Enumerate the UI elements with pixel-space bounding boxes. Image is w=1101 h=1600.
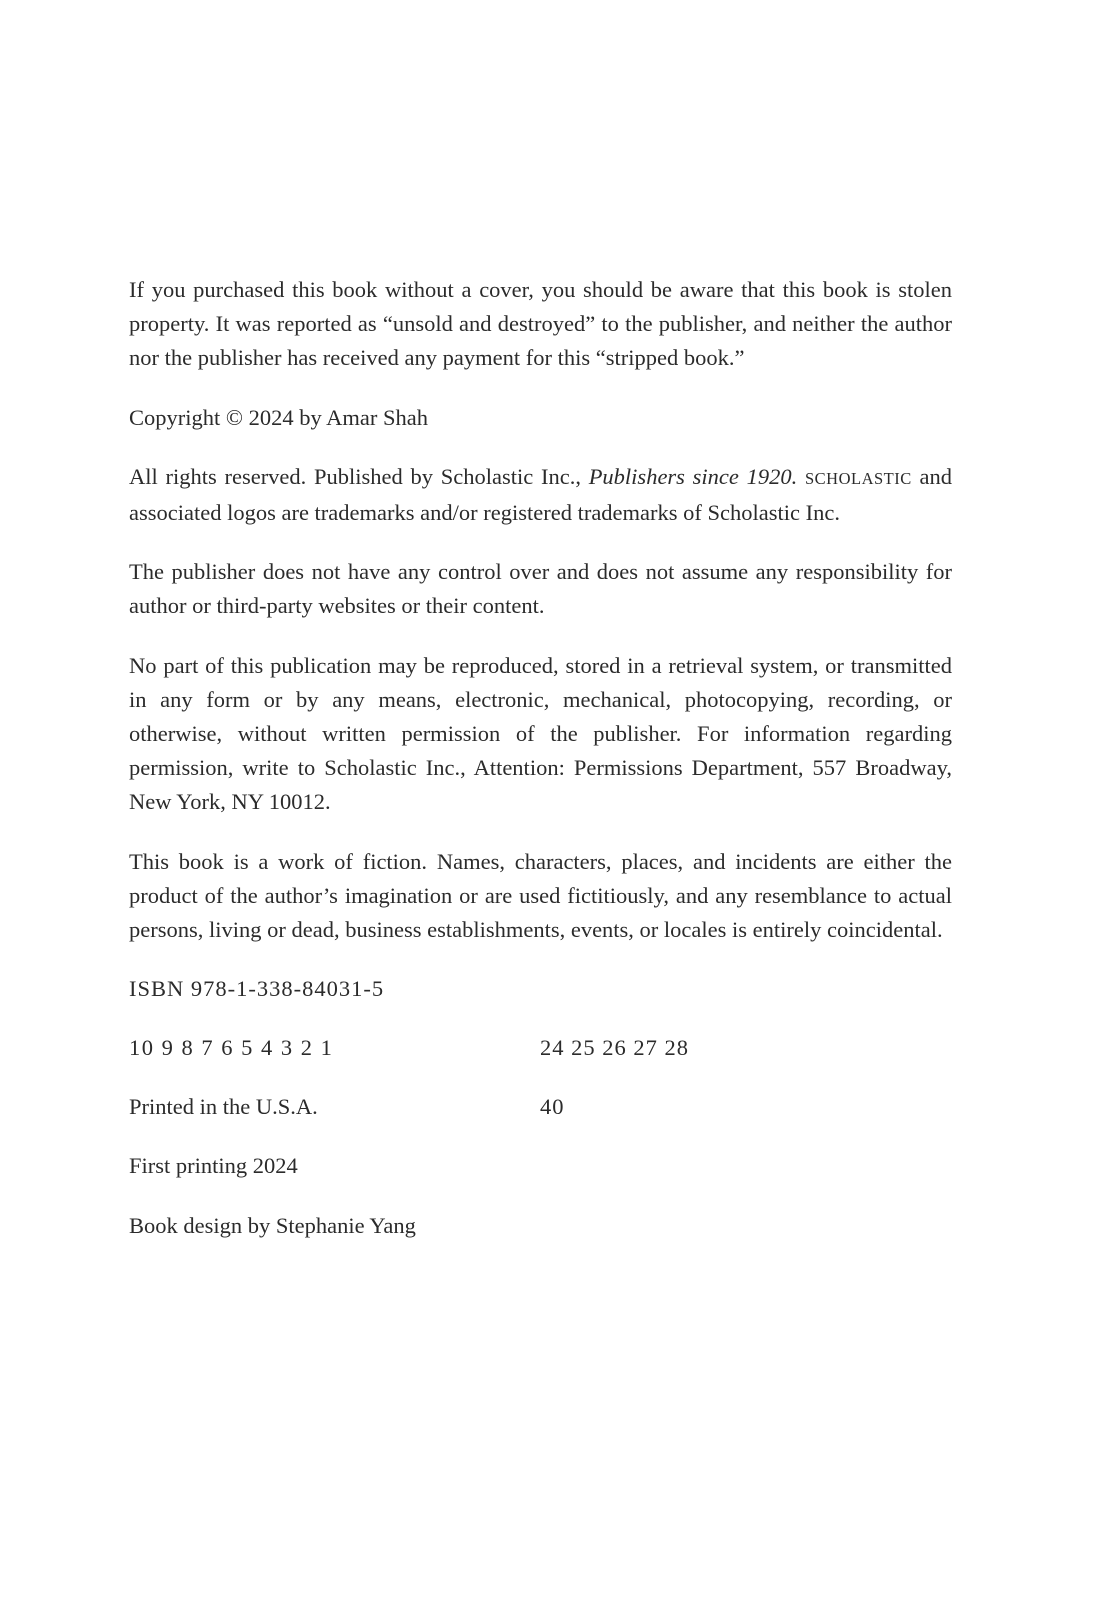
rights-reserved-paragraph [129, 460, 952, 530]
publisher-control-notice: The publisher does not have any control over and does not assume any responsibility for author or third-party websites or their content. [129, 559, 952, 619]
printed-in-text: Printed in the U.S.A. [129, 1094, 318, 1120]
stripped-book-notice: If you purchased this book without a cover, you should be aware that this book is stolen property. It was reported as “unsold and destroyed” to the publisher, and neither the author nor the publisher has received any payment for this “stripped book.” [129, 277, 952, 371]
scholastic-wordmark-text: SCHOLASTIC [805, 468, 912, 488]
trademarks-text: and associated logos are trademarks and/or registered trademarks of Scholastic Inc. [129, 463, 952, 526]
copyright-line: Copyright © 2024 by Amar Shah [129, 404, 428, 430]
fiction-notice: This book is a work of fiction. Names, characters, places, and incidents are either the product of the author’s imagination or are used fictitiously, and any resemblance to actual persons, living or dead, business establishments, events, or locales is entirely coincidental. [129, 848, 952, 943]
printed-in-row [129, 1090, 952, 1124]
isbn-line: ISBN 978-1-338-84031-5 [129, 976, 385, 1002]
first-printing-line: First printing 2024 [129, 1153, 298, 1179]
book-design-credit: Book design by Stephanie Yang [129, 1212, 416, 1238]
reproduction-notice: No part of this publication may be reproduced, stored in a retrieval system, or transmitted in any form or by any means, electronic, mechanical, photocopying, recording, or otherwise, without written permission of the publisher. For information regarding permission, write to Scholastic Inc., Attention: Permissions Department, 557 Broadway, New York, NY 10012. [129, 652, 952, 815]
plant-code: 40 [540, 1094, 565, 1120]
printing-number-line: 10 9 8 7 6 5 4 3 2 1 [129, 1035, 334, 1061]
publishers-since-text: Publishers since 1920. [588, 463, 798, 489]
rights-text: All rights reserved. Published by Scholastic Inc., [129, 463, 589, 489]
copyright-page [129, 273, 952, 1268]
printing-numbers-row [129, 1031, 952, 1065]
printing-year-line: 24 25 26 27 28 [540, 1035, 689, 1061]
